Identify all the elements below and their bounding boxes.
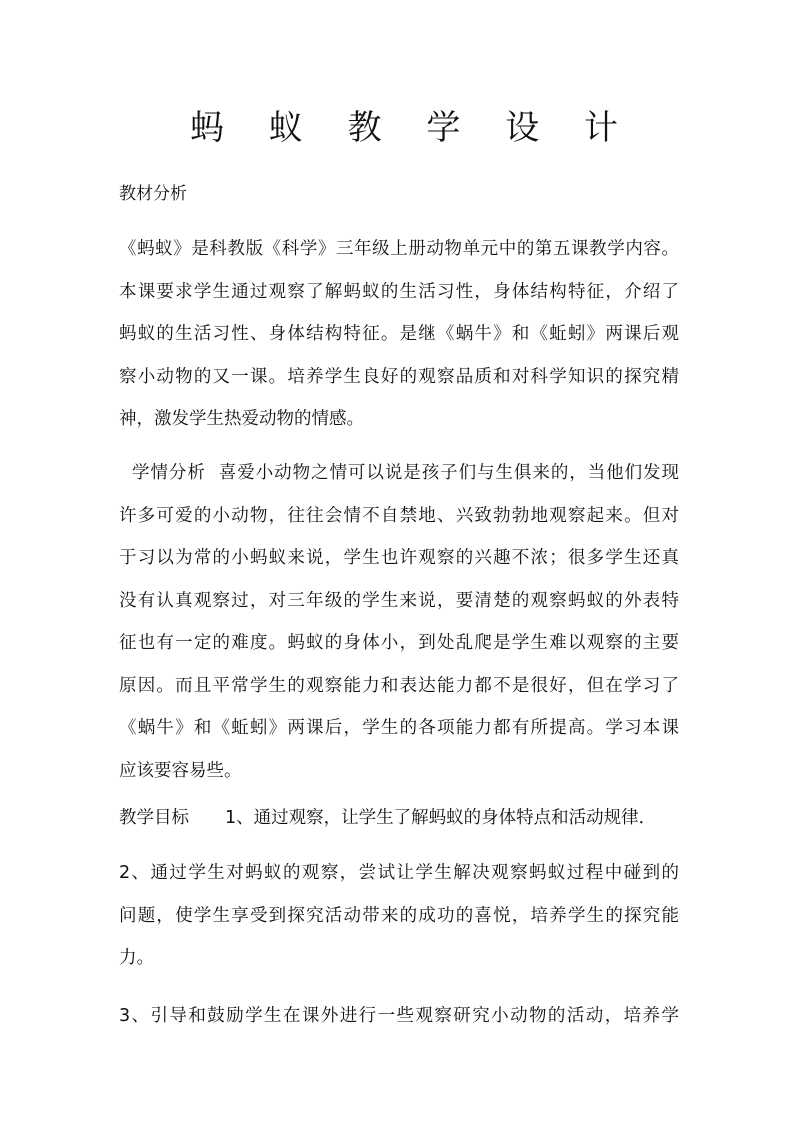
paragraph-line: 原因。而且平常学生的观察能力和表达能力都不是很好，但在学习了 (119, 675, 679, 696)
paragraph-line: 3、引导和鼓励学生在课外进行一些观察研究小动物的活动，培养学 (119, 1006, 679, 1026)
section-heading-material-analysis: 教材分析 (119, 184, 187, 204)
paragraph-line: 察小动物的又一课。培养学生良好的观察品质和对科学知识的探究精 (119, 366, 679, 387)
goal-1-text: 1、通过观察，让学生了解蚂蚁的身体特点和活动规律． (225, 808, 657, 828)
paragraph-line: 蚂蚁的生活习性、身体结构特征。是继《蜗牛》和《蚯蚓》两课后观 (119, 324, 679, 344)
paragraph-goal-3 (119, 995, 679, 1038)
paragraph-line: 于习以为常的小蚂蚁来说，学生也许观察的兴趣不浓；很多学生还真 (119, 548, 679, 568)
paragraph-line: 《蜗牛》和《蚯蚓》两课后，学生的各项能力都有所提高。学习本课 (119, 718, 679, 738)
paragraph-line: 学情分析 喜爱小动物之情可以说是孩子们与生俱来的，当他们发现 (119, 463, 679, 483)
goals-label: 教学目标 (119, 808, 189, 828)
paragraph-line: 征也有一定的难度。蚂蚁的身体小，到处乱爬是学生难以观察的主要 (119, 633, 679, 653)
paragraph-line: 问题，使学生享受到探究活动带来的成功的喜悦，培养学生的探究能 (119, 905, 679, 926)
paragraph-line: 没有认真观察过，对三年级的学生来说，要清楚的观察蚂蚁的外表特 (119, 590, 679, 611)
paragraph-line: 许多可爱的小动物，往往会情不自禁地、兴致勃勃地观察起来。但对 (119, 505, 679, 526)
paragraph-material-analysis (119, 228, 679, 441)
paragraph-goal-2 (119, 852, 679, 980)
paragraph-line: 《蚂蚁》是科教版《科学》三年级上册动物单元中的第五课教学内容。 (119, 239, 679, 259)
paragraph-line: 应该要容易些。 (119, 760, 242, 781)
document-title: 蚂 蚁 教 学 设 计 (190, 108, 636, 148)
paragraph-line: 力。 (119, 948, 154, 968)
paragraph-line (119, 797, 679, 840)
paragraph-line: 2、通过学生对蚂蚁的观察，尝试让学生解决观察蚂蚁过程中碰到的 (119, 863, 679, 883)
paragraph-line: 本课要求学生通过观察了解蚂蚁的生活习性，身体结构特征，介绍了 (119, 281, 679, 302)
paragraph-line: 神，激发学生热爱动物的情感。 (119, 409, 364, 429)
paragraph-student-situation (119, 452, 679, 792)
paragraph-goals-intro (119, 797, 679, 840)
